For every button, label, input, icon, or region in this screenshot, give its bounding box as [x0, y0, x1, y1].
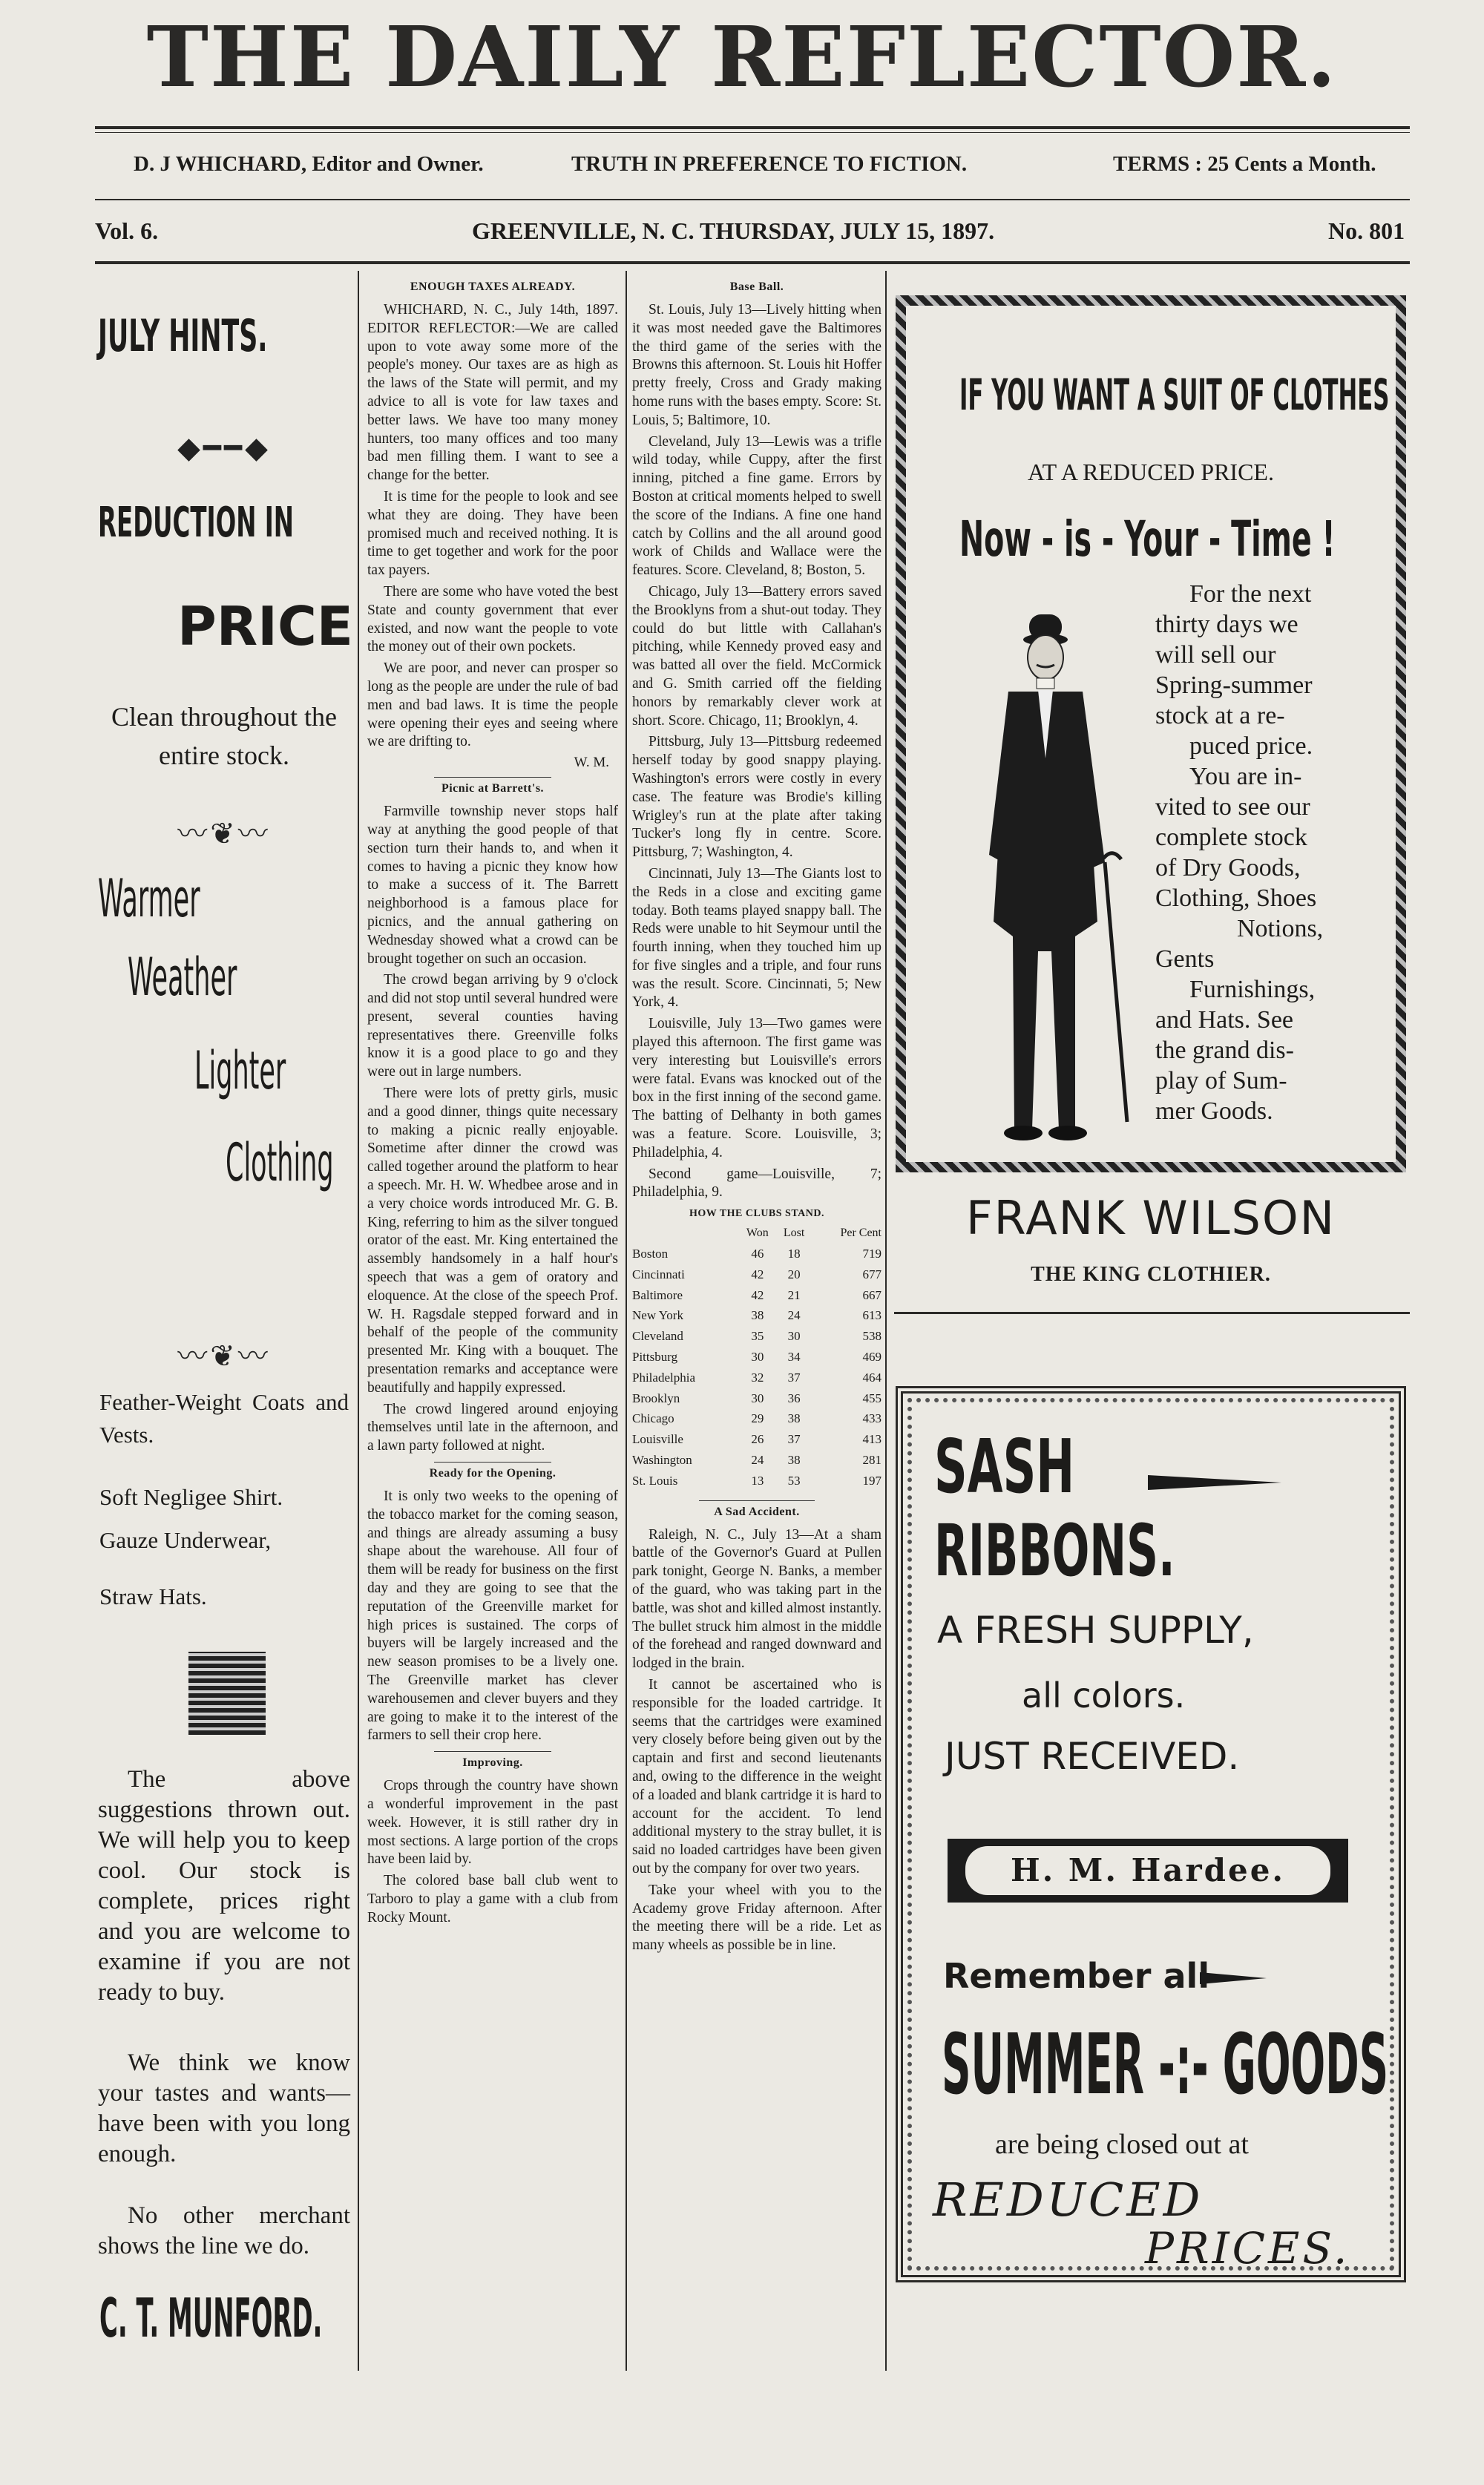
headline-baseball: Base Ball. [729, 280, 784, 293]
headline-improving: Improving. [462, 1756, 523, 1770]
standings-cell: 32 [751, 1370, 764, 1385]
masthead-rule [95, 126, 1410, 129]
divider [699, 1500, 815, 1501]
standings-cell: 281 [862, 1452, 881, 1467]
headline-accident: A Sad Accident. [714, 1505, 800, 1518]
dateline-rule-bottom [95, 261, 1410, 264]
team-name: Washington [632, 1452, 692, 1467]
suggestions-text: The above suggestions thrown out. We will help you to keep cool. Our stock is complete, prices right and you are welcome to examine if you are not ready to buy. [98, 1766, 350, 2006]
dateline: GREENVILLE, N. C. THURSDAY, JULY 15, 1897. [472, 217, 995, 244]
closed-out-text: are being closed out at [995, 2129, 1249, 2160]
news-column-2 [367, 276, 618, 2376]
team-name: New York [632, 1308, 683, 1323]
divider [434, 777, 551, 778]
standings-cell: 30 [751, 1391, 764, 1405]
article-paragraph: Take your wheel with you to the Academy grove Friday afternoon. After the meeting there will be a ride. Let as many wheels as possible be in line. [632, 1882, 881, 1954]
standings-cell: 29 [751, 1411, 764, 1426]
hardee-ad [896, 1386, 1406, 2282]
article-paragraph: Cleveland, July 13—Lewis was a trifle wild today, while Cuppy, after the first inning, pitched a fine game. Errors by Boston at critical moments helped to swell the score of the Indians. A fine one hand catch by Collins and the all around good work of Childs and Wallace were the features. Score. Cleveland, 8; Boston, 5. [632, 433, 881, 579]
wilson-body-line: complete stock [1155, 824, 1307, 851]
divider [434, 1751, 551, 1752]
standings-cell: 38 [751, 1308, 764, 1323]
wilson-body-line: Notions, [1237, 915, 1324, 942]
fresh-supply-text: A FRESH SUPPLY, [937, 1609, 1254, 1652]
standings-cell: 469 [862, 1349, 881, 1364]
all-colors-text: all colors. [1022, 1675, 1186, 1716]
column-rule [885, 271, 887, 2371]
standings-row [632, 1285, 881, 1306]
article-paragraph: Raleigh, N. C., July 13—At a sham battle of the Governor's Guard at Pullen park tonight, George N. Banks, a member of the guard, who was taking part in the battle, was shot and killed almost instantly. The bullet struck him almost in the middle of the forehead and ranged downward and lodged in the brain. [632, 1526, 881, 1672]
ribbons-word: RIBBONS. [934, 1509, 1175, 1592]
standings-cell: 464 [862, 1370, 881, 1385]
signature: W. M. [574, 755, 609, 771]
reduction-line: REDUCTION IN [98, 499, 294, 547]
standings-row [632, 1347, 881, 1368]
prices-text: PRICES. [1145, 2223, 1350, 2274]
ornament-icon: 〰❦〰 [177, 1339, 271, 1373]
wilson-body-line: Spring-summer [1155, 672, 1313, 699]
straw-hats-text: Straw Hats. [99, 1583, 207, 1609]
team-name: Boston [632, 1246, 669, 1261]
article-paragraph: St. Louis, July 13—Lively hitting when it was most needed gave the Baltimores the third game of the series with the Browns this afternoon. St. Louis hit Hoffer pretty freely, Cross and Grady making home runs with the bases empty. Score: St. Louis, 5; Baltimore, 10. [632, 302, 881, 428]
team-name: Baltimore [632, 1287, 683, 1302]
wilson-body-line: For the next [1189, 580, 1312, 608]
no-other-merchant-text: No other merchant shows the line we do. [98, 2202, 350, 2259]
article-paragraph: There are some who have voted the best State and county government that ever existed, and now want the people to vote the money out of their own pockets. [367, 583, 618, 655]
standings-cell: 42 [751, 1287, 764, 1302]
wilson-body-line: mer Goods. [1155, 1097, 1273, 1125]
standings-row [632, 1264, 881, 1285]
hardee-name: H. M. Hardee. [965, 1846, 1330, 1895]
ornament-icon: 〰❦〰 [177, 817, 271, 850]
team-name: Pittsburg [632, 1349, 678, 1364]
standings-row [632, 1471, 881, 1491]
article-paragraph: Farmville township never stops half way at anything the good people of that section turn their hands to, and when it comes to having a picnic they know how to make a success of it. The Barrett neighborhood is a famous place for picnics, and the annual gathering on Wednesday showed what a crowd can be brought together on such an occasion. [367, 804, 618, 967]
wilson-body-line: Furnishings, [1189, 976, 1316, 1003]
standings-row [632, 1408, 881, 1429]
wilson-ad [896, 295, 1406, 1172]
standings-cell: 46 [751, 1246, 764, 1261]
standings-row [632, 1429, 881, 1450]
standings-cell: 24 [751, 1452, 764, 1467]
feather-weight-text: Feather-Weight Coats and Vests. [99, 1389, 349, 1448]
standings-cell: 34 [787, 1349, 801, 1364]
standings-row [632, 1388, 881, 1409]
team-name: Chicago [632, 1411, 674, 1426]
article-paragraph: The colored base ball club went to Tarboro to play a game with a club from Rocky Mount. [367, 1873, 618, 1926]
standings-cell: 455 [862, 1391, 881, 1405]
standings-cell: 37 [787, 1432, 801, 1447]
negligee-shirt-text: Soft Negligee Shirt. [99, 1484, 283, 1510]
standings-header [632, 1223, 739, 1244]
masthead-title: THE DAILY REFLECTOR. [146, 9, 1338, 106]
standings-header: Lost [783, 1227, 805, 1240]
standings-row [632, 1368, 881, 1388]
standings-cell: 30 [787, 1329, 801, 1344]
standings-cell: 538 [862, 1329, 881, 1344]
standings-cell: 433 [862, 1411, 881, 1426]
wilson-body-line: Clothing, Shoes [1155, 884, 1317, 912]
article-paragraph: The crowd began arriving by 9 o'clock and did not stop until several hundred were present, several counties having representatives there. Greenville folks know it is a good place to go and they were out in large numbers. [367, 972, 618, 1080]
sash-word: SASH [934, 1423, 1075, 1510]
wilson-body-line: Gents [1155, 945, 1215, 973]
standings-cell: 24 [787, 1308, 801, 1323]
editor-line: D. J WHICHARD, Editor and Owner. [134, 152, 484, 176]
team-name: Cleveland [632, 1329, 683, 1344]
clean-stock-text: Clean throughout the entire stock. [111, 702, 337, 770]
standings-cell: 20 [787, 1267, 801, 1281]
standings-cell: 18 [787, 1246, 801, 1261]
standings-row [632, 1450, 881, 1471]
reduced-text: REDUCED [933, 2173, 1204, 2227]
standings-cell: 30 [751, 1349, 764, 1364]
article-paragraph: It is only two weeks to the opening of the tobacco market for the coming season, and things are already assuming a busy shape about the warehouse. All four of them will be ready for business on the first day and they are going to see that the reputation of the Greenville market for high prices is sustained. The corps of buyers will be largely increased and the new season promises to be a lively one. The Greenville market has clever warehousemen and clever buyers and they are going to make it to the interest of the farmers to sell their crop here. [367, 1488, 618, 1744]
clothing-word: Clothing [226, 1132, 334, 1193]
munford-ad [95, 275, 353, 2374]
volume: Vol. 6. [95, 217, 159, 244]
headline-taxes: ENOUGH TAXES ALREADY. [410, 280, 576, 293]
motto-line: TRUTH IN PREFERENCE TO FICTION. [571, 152, 968, 176]
wilson-body-line: thirty days we [1155, 611, 1298, 638]
article-paragraph: Cincinnati, July 13—The Giants lost to the Reds in a close and exciting game today. Both teams played snappy ball. The Reds were unable to hit Seymour until the fourth inning, when they touched him up for five singles and a triple, and four runs was the result. Score. Cincinnati, 5; New York, 4. [632, 865, 881, 1011]
standings-cell: 38 [787, 1452, 801, 1467]
standings-cell: 677 [862, 1267, 881, 1281]
wilson-body-line: stock at a re- [1155, 702, 1285, 729]
team-name: Louisville [632, 1432, 683, 1447]
standings-cell: 413 [862, 1432, 881, 1447]
article-paragraph: Pittsburg, July 13—Pittsburg redeemed herself today by good snappy playing. Washington's errors were costly in every case. The feature was Brodie's killing Wrigley's run at the plate after taking Tucker's long fly in centre. Score. Pittsburg, 7; Washington, 4. [632, 734, 881, 861]
wilson-body-line: play of Sum- [1155, 1067, 1287, 1094]
wilson-body-line: vited to see our [1155, 793, 1310, 821]
pointer-icon [1200, 1972, 1267, 1984]
standings-title: HOW THE CLUBS STAND. [689, 1208, 824, 1220]
july-hints-headline: JULY HINTS. [98, 310, 268, 362]
suit-headline: IF YOU WANT A SUIT OF CLOTHES [959, 370, 1390, 420]
article-paragraph: The crowd lingered around enjoying themselves until late in the afternoon, and a lawn party followed at night. [367, 1401, 618, 1454]
tastes-text: We think we know your tastes and wants—have been with you long enough. [98, 2049, 350, 2167]
article-paragraph: Chicago, July 13—Battery errors saved the Brooklyns from a shut-out today. They could do but little with Callahan's pitching, while Kennedy proved easy and was batted all over the field. McCormick and G. Smith carried off the fielding honors by remarkably clever work at short. Score. Chicago, 11; Brooklyn, 4. [632, 583, 881, 729]
dateline-rule-top [95, 199, 1410, 200]
wilson-body-text [1155, 579, 1393, 1126]
ornament-icon: ◆━━◆ [177, 431, 271, 464]
wilson-body-line: and Hats. See [1155, 1006, 1294, 1034]
team-name: Philadelphia [632, 1370, 695, 1385]
column-rule [626, 271, 627, 2371]
remember-all-text: Remember all [943, 1956, 1210, 1996]
wilson-body-line: the grand dis- [1155, 1037, 1294, 1064]
standings-header: Per Cent [840, 1227, 881, 1240]
article-paragraph: There were lots of pretty girls, music and a good dinner, things quite necessary to making a picnic really enjoyable. Sometime after dinner the crowd was called together around the platform to hear a speech. Mr. H. W. Whedbee arose and in a very choice words introduced Mr. G. B. King, referring to him as the silver tongued orator of the east. Mr. King entertained the assembly handsomely in a half hour's speech that was a gem of oratory and eloquence. At the close of the speech Prof. W. H. Ragsdale stepped forward and in behalf of the people of the community presented Mr. King with a bouquet. The presentation remarks and acceptance were beautifully and happily expressed. [367, 1086, 618, 1396]
headline-picnic: Picnic at Barrett's. [441, 782, 545, 795]
standings-table [632, 1223, 881, 1491]
standings-cell: 35 [751, 1329, 764, 1344]
standings-row [632, 1326, 881, 1347]
article-paragraph: It cannot be ascertained who is responsible for the loaded cartridge. It seems that the cartridges were examined very closely before being given out by the captain and first and second lieutenants and, owing to the difference in the weight of a loaded and blank cartridge it is hard to account for the accident. To lend additional mystery to the stray bullet, it is said no loaded cartridges have been given out by the company for over two years. [632, 1676, 881, 1877]
frank-wilson-name: FRANK WILSON [965, 1191, 1336, 1245]
standings-cell: 42 [751, 1267, 764, 1281]
standings-cell: 197 [862, 1473, 881, 1488]
standings-row [632, 1244, 881, 1264]
divider [434, 1462, 551, 1463]
price-line: PRICE [177, 595, 353, 657]
article-paragraph: WHICHARD, N. C., July 14th, 1897. EDITOR REFLECTOR:—We are called upon to vote away some more of the people's money. Our taxes are as high as the laws of the State will permit, and my advice to all is vote for law taxes and better laws. We have too many money hunters, too many offices and too many bad men filling them. I want to see a change for the better. [367, 302, 618, 484]
article-paragraph: We are poor, and never can prosper so long as the people are under the rule of bad men and bad laws. It is time the people were opening their eyes and seeing where we are drifting to. [367, 660, 618, 750]
team-name: Brooklyn [632, 1391, 680, 1405]
wilson-body-line: will sell our [1155, 641, 1276, 669]
news-column-3 [632, 276, 881, 2376]
standings-cell: 613 [862, 1308, 881, 1323]
gentleman-figure-icon [964, 610, 1135, 1163]
column-rule [358, 271, 359, 2371]
pattern-ornament-icon [188, 1652, 266, 1735]
standings-cell: 667 [862, 1287, 881, 1302]
standings-cell: 38 [787, 1411, 801, 1426]
standings-cell: 719 [862, 1246, 881, 1261]
gauze-underwear-text: Gauze Underwear, [99, 1527, 272, 1553]
wilson-body-line: You are in- [1189, 763, 1302, 790]
masthead-rule-thin [95, 132, 1410, 133]
standings-cell: 37 [787, 1370, 801, 1385]
king-clothier-text: THE KING CLOTHIER. [1031, 1263, 1271, 1286]
standings-cell: 36 [787, 1391, 801, 1405]
article-paragraph: Crops through the country have shown a wonderful improvement in the past week. However, it is still rather dry in most sections. A large portion of the crops have been laid by. [367, 1778, 618, 1868]
lighter-word: Lighter [194, 1040, 286, 1101]
standings-cell: 13 [751, 1473, 764, 1488]
article-paragraph: Louisville, July 13—Two games were played this afternoon. The first game was very interesting but Louisville's errors were fatal. Evans was knocked out of the box in the first inning of the second game. The batting of Delhanty in both games was a feature. Score. Louisville, 3; Philadelphia, 4. [632, 1016, 881, 1161]
team-name: Cincinnati [632, 1267, 685, 1281]
headline-opening: Ready for the Opening. [429, 1467, 556, 1480]
warmer-word: Warmer [98, 868, 200, 929]
summer-goods-text: SUMMER -:- GOODS [942, 2017, 1389, 2113]
wilson-body-line: of Dry Goods, [1155, 854, 1301, 882]
standings-cell: 21 [787, 1287, 801, 1302]
article-paragraph: Second game—Louisville, 7; Philadelphia, 9. [632, 1166, 881, 1201]
reduced-price-text: AT A REDUCED PRICE. [1028, 459, 1274, 485]
wilson-body-line: puced price. [1189, 732, 1313, 760]
ad-separator [894, 1312, 1410, 1314]
now-your-time: Now - is - Your - Time ! [959, 511, 1336, 568]
terms-line: TERMS : 25 Cents a Month. [1113, 152, 1376, 176]
pointer-icon [1148, 1475, 1281, 1490]
name-banner [948, 1839, 1348, 1903]
standings-cell: 53 [787, 1473, 801, 1488]
team-name: St. Louis [632, 1473, 678, 1488]
article-paragraph: It is time for the people to look and see what they are doing. They have been promised much and received nothing. It is time to get together and work for the poor tax payers. [367, 488, 618, 579]
standings-row [632, 1305, 881, 1326]
standings-cell: 26 [751, 1432, 764, 1447]
weather-word: Weather [128, 947, 237, 1008]
standings-header: Won [746, 1227, 769, 1240]
just-received-text: JUST RECEIVED. [945, 1735, 1240, 1778]
issue-number: No. 801 [1328, 217, 1405, 244]
munford-name: C. T. MUNFORD. [99, 2287, 323, 2349]
